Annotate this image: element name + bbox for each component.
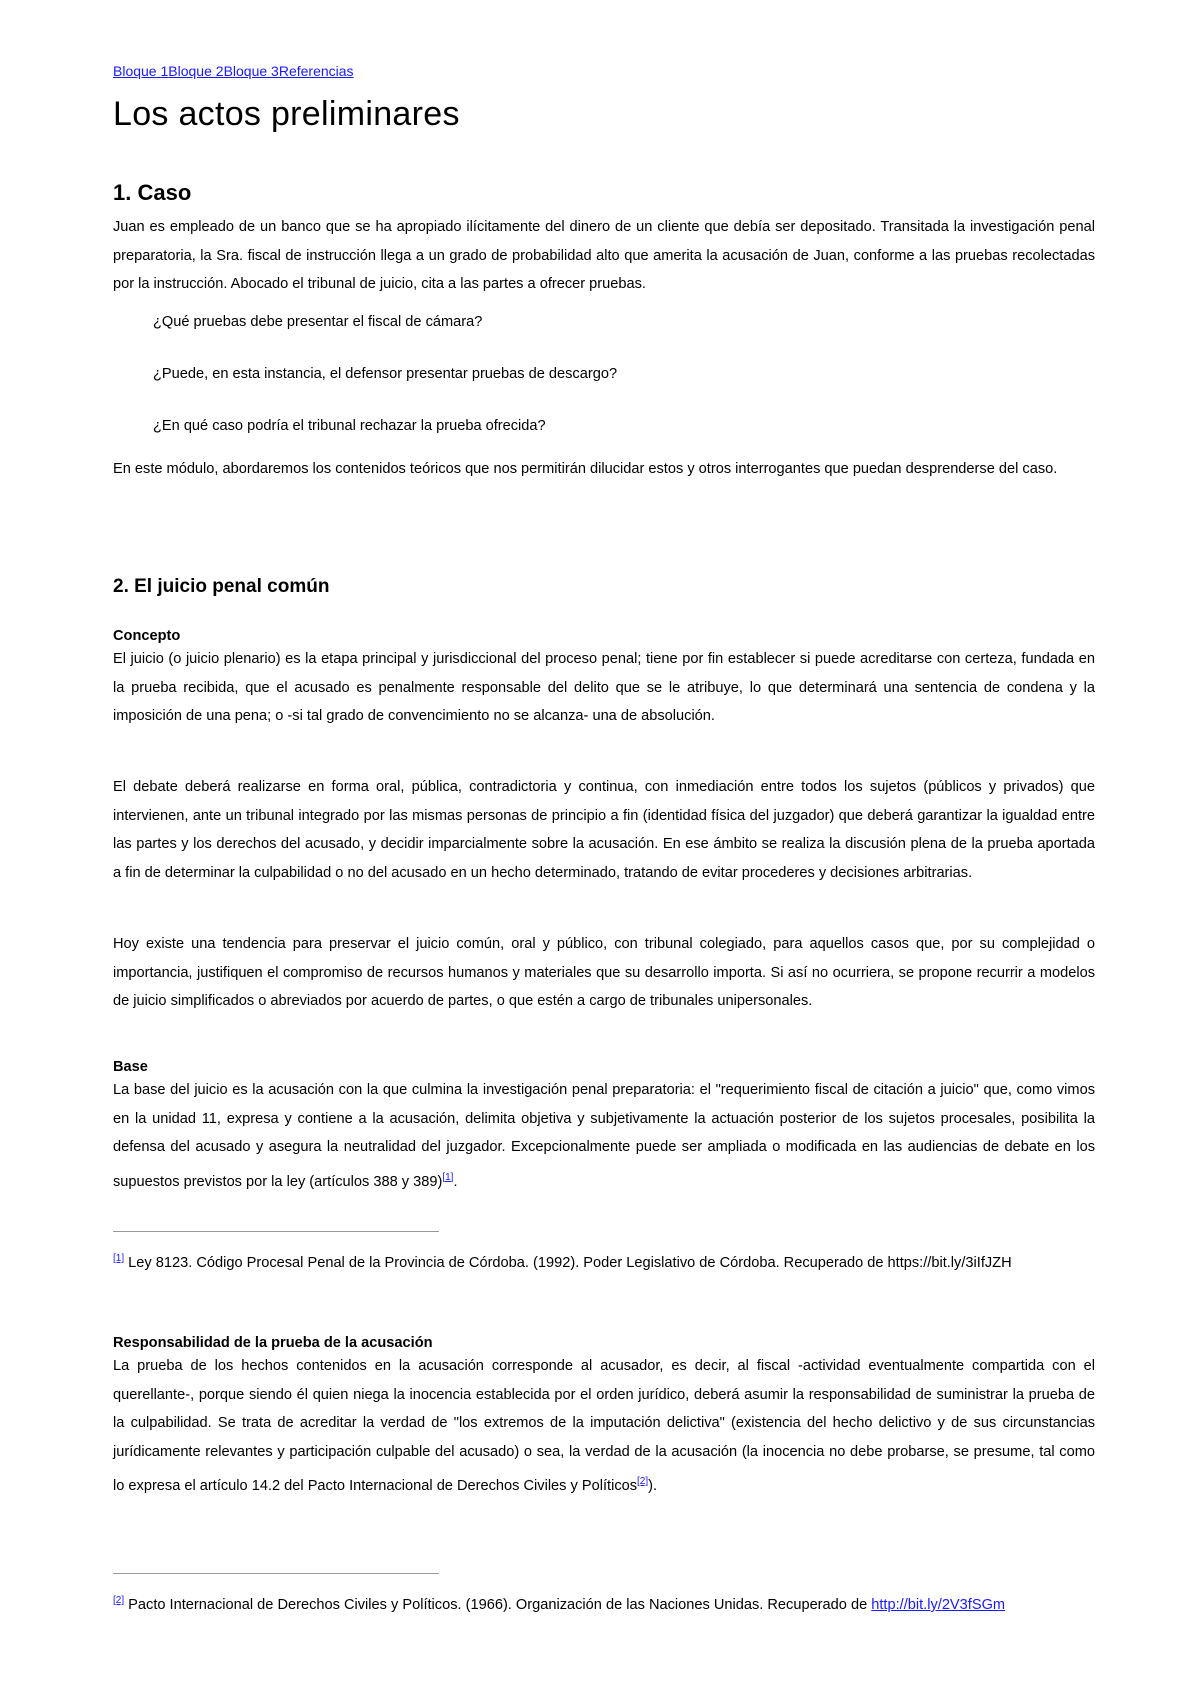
- footnote-divider-1: [113, 1231, 439, 1232]
- concepto-paragraph-1: El juicio (o juicio plenario) es la etapa principal y jurisdiccional del proceso penal; tiene por fin establecer si puede acreditarse con certeza, fundada en la prueba recibida, que el acusado es penalmente responsable del delito que se le atribuye, lo que determinará una sentencia de condena y la imposición de una pena; o -si tal grado de convencimiento no se alcanza- una de absolución.: [113, 651, 1095, 724]
- page-title: Los actos preliminares: [113, 95, 460, 133]
- responsabilidad-paragraph-text: La prueba de los hechos contenidos en la acusación corresponde al acusador, es decir, al fiscal -actividad eventualmente compartida con el querellante-, porque siendo él quien niega la inocencia establecida por el orden jurídico, deberá asumir la responsabilidad de suministrar la prueba de la culpabilidad. Se trata de acreditar la verdad de "los extremos de la imputación delictiva" (existencia del hecho delictivo y de sus circunstancias jurídicamente relevantes y participación culpable del acusado) o sea, la verdad de la acusación (la inocencia no debe probarse, se presume, tal como lo expresa el artículo 14.2 del Pacto Internacional de Derechos Civiles y Políticos: [113, 1358, 1095, 1494]
- section-heading-caso: 1. Caso: [113, 180, 192, 205]
- subheading-base: Base: [113, 1059, 148, 1075]
- case-question-3: ¿En qué caso podría el tribunal rechazar la prueba ofrecida?: [153, 418, 546, 434]
- concepto-paragraph-3: Hoy existe una tendencia para preservar el juicio común, oral y público, con tribunal colegiado, para aquellos casos que, por su complejidad o importancia, justifiquen el compromiso de recursos humanos y materiales que su desarrollo importa. Si así no ocurriera, se propone recurrir a modelos de juicio simplificados o abreviados por acuerdo de partes, o que estén a cargo de tribunales unipersonales.: [113, 936, 1095, 1009]
- footnote-ref-1[interactable]: [1]: [442, 1171, 454, 1183]
- responsabilidad-paragraph: [113, 1352, 1095, 1500]
- subheading-responsabilidad: Responsabilidad de la prueba de la acusación: [113, 1335, 433, 1351]
- nav-link-bloque-1[interactable]: Bloque 1: [113, 63, 169, 79]
- responsabilidad-paragraph-end: ).: [648, 1477, 658, 1494]
- footnote-2-url-link[interactable]: http://bit.ly/2V3fSGm: [871, 1596, 1006, 1613]
- nav-link-bloque-2[interactable]: Bloque 2: [168, 63, 224, 79]
- block-navigation: [113, 63, 354, 79]
- nav-link-referencias[interactable]: Referencias: [278, 63, 354, 79]
- base-paragraph: [113, 1076, 1095, 1196]
- case-intro-paragraph: Juan es empleado de un banco que se ha apropiado ilícitamente del dinero de un cliente que debía ser depositado. Transitada la investigación penal preparatoria, la Sra. fiscal de instrucción llega a un grado de probabilidad alto que amerita la acusación de Juan, conforme a las pruebas recolectadas por la instrucción. Abocado el tribunal de juicio, cita a las partes a ofrecer pruebas.: [113, 219, 1095, 292]
- case-question-2: ¿Puede, en esta instancia, el defensor presentar pruebas de descargo?: [153, 366, 618, 382]
- case-question-1: ¿Qué pruebas debe presentar el fiscal de cámara?: [153, 314, 483, 330]
- footnote-ref-2[interactable]: [2]: [637, 1476, 649, 1487]
- footnote-1-text: Ley 8123. Código Procesal Penal de la Provincia de Córdoba. (1992). Poder Legislativo de Córdoba. Recuperado de https://bit.ly/3iIfJZH: [124, 1254, 1012, 1271]
- base-paragraph-end: .: [453, 1173, 458, 1190]
- footnote-anchor-1[interactable]: [1]: [113, 1253, 125, 1264]
- base-paragraph-text: La base del juicio es la acusación con la que culmina la investigación penal preparatoria: el "requerimiento fiscal de citación a juicio" que, como vimos en la unidad 11, expresa y contiene a la acusación, delimita objetiva y subjetivamente la actuación posterior de los sujetos procesales, posibilita la defensa del acusado y asegura la neutralidad del juzgador. Excepcionalmente puede ser ampliada o modificada en las audiencias de debate en los supuestos previstos por la ley (artículos 388 y 389): [113, 1082, 1095, 1190]
- concepto-paragraph-2: El debate deberá realizarse en forma oral, pública, contradictoria y continua, con inmediación entre todos los sujetos (públicos y privados) que intervienen, ante un tribunal integrado por las mismas personas de principio a fin (identidad física del juzgador) que deberá garantizar la igualdad entre las partes y los derechos del acusado, y decidir imparcialmente sobre la acusación. En ese ámbito se realiza la discusión plena de la prueba aportada a fin de determinar la culpabilidad o no del acusado en un hecho determinado, tratando de evitar procederes y decisiones arbitrarias.: [113, 779, 1095, 881]
- footnote-1: [113, 1243, 1095, 1277]
- section-heading-juicio-penal: 2. El juicio penal común: [113, 576, 330, 597]
- module-intro-paragraph: En este módulo, abordaremos los contenidos teóricos que nos permitirán dilucidar estos y otros interrogantes que puedan desprenderse del caso.: [113, 461, 1058, 477]
- footnote-2: [113, 1585, 1095, 1619]
- footnote-2-text: Pacto Internacional de Derechos Civiles y Políticos. (1966). Organización de las Naciones Unidas. Recuperado de: [124, 1596, 872, 1613]
- footnote-divider-2: [113, 1573, 439, 1574]
- footnote-anchor-2[interactable]: [2]: [113, 1595, 125, 1606]
- nav-link-bloque-3[interactable]: Bloque 3: [223, 63, 279, 79]
- subheading-concepto: Concepto: [113, 628, 181, 644]
